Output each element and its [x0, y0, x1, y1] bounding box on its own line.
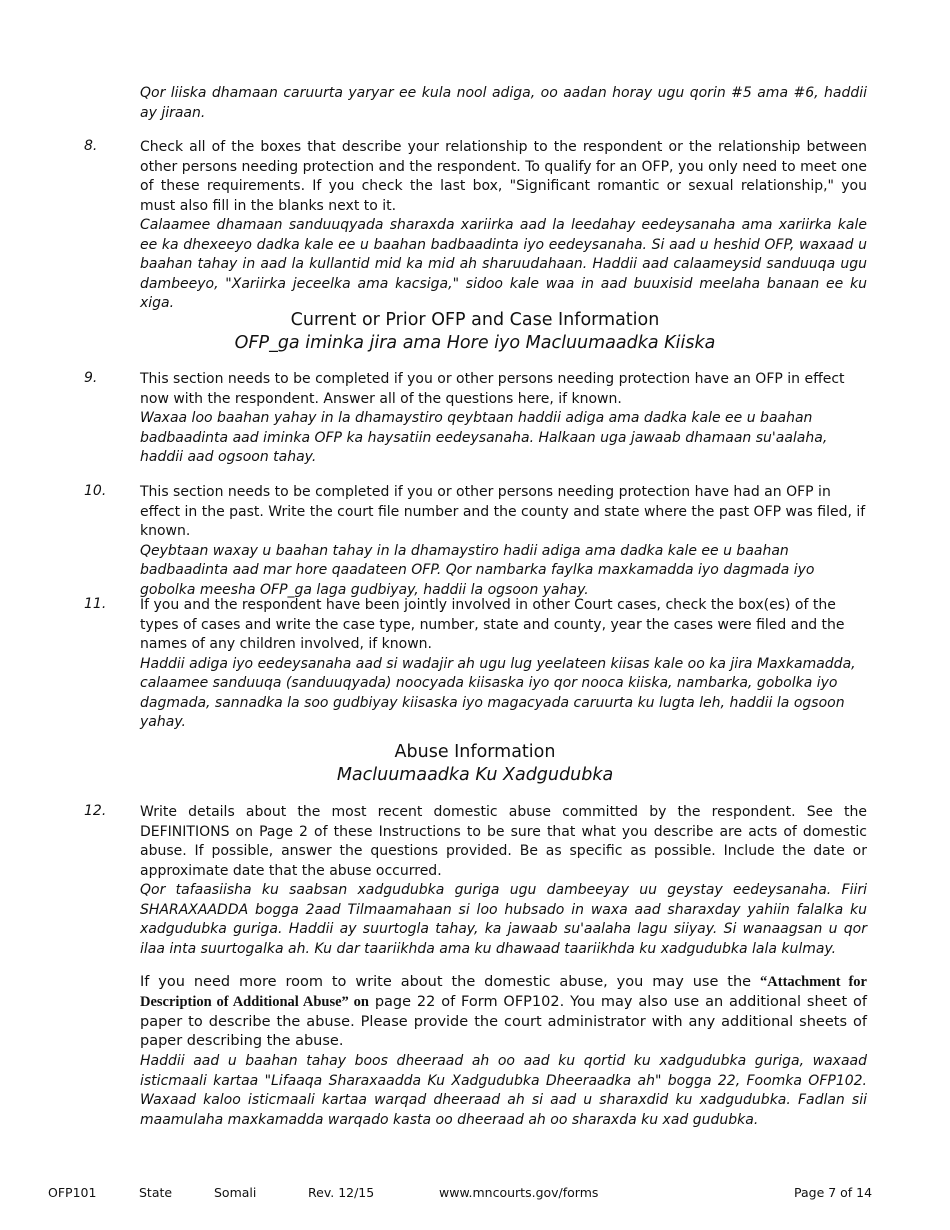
somali-text: Calaamee dhamaan sanduuqyada sharaxda xariirka aad la leedahay eedeysanaha ama xariirka kale ee ka dhexeeyo dadka kale ee u baahan badbaadinta iyo eedeysanaha. Si aad u heshid OFP, waxaad u baahan tahay in aad la kullantid mid ka mid ah sharuudahaan. Haddii aad calaameysid sanduuqa ugu dambeeyo, "Xariirka jeceelka ama kacsiga," sidoo kale waa in aad buuxisid meelaha banaan ee ku xiga. [140, 217, 867, 311]
english-text: Write details about the most recent domestic abuse committed by the respondent. See the DEFINITIONS on Page 2 of these Instructions to be sure that what you describe are acts of domestic abuse. If possible, answer the questions provided. Be as specific as possible. Include the date or approximate date that the abuse occurred. [140, 804, 867, 879]
footer-language: Somali [214, 1185, 257, 1200]
item-body [140, 138, 867, 314]
heading-somali: OFP_ga iminka jira ama Hore iyo Macluumaadka Kiiska [234, 333, 716, 353]
english-text: If you and the respondent have been jointly involved in other Court cases, check the box(es) of the types of cases and write the case type, number, state and county, year the cases were filed and the names of any children involved, if known. [140, 597, 845, 652]
footer-page-number: Page 7 of 14 [794, 1185, 873, 1200]
english-text: This section needs to be completed if you or other persons needing protection have an OFP in effect now with the respondent. Answer all of the questions here, if known. [140, 371, 845, 407]
item-number: 12. [84, 803, 107, 819]
section-heading-abuse-info [0, 741, 950, 787]
english-text-end: page 22 of Form OFP102. You may also use an additional sheet of paper to describe the abuse. Please provide the court administrator with any additional sheets of paper describing the abuse. [140, 993, 867, 1050]
heading-english: Abuse Information [394, 742, 556, 762]
somali-text: Qor tafaasiisha ku saabsan xadgudubka guriga ugu dambeeyay uu geystay eedeysanaha. Fiiri SHARAXAADDA bogga 2aad Tilmaamahaan si loo hubsado in waxa aad sharaxday yahiin falalka ku xadgudubka guriga. Haddii ay suurtogla tahay, ka jawaab su'aalaha lagu siiyay. Si wanaagsan u qor ilaa inta suurtogalka ah. Ku dar taariikhda ama ku dhawaad taariikhda ku xadgudubka lala kulmay. [140, 882, 867, 957]
additional-room-paragraph [140, 973, 867, 1130]
somali-text: Haddii aad u baahan tahay boos dheeraad ah oo aad ku qortid ku xadgudubka guriga, waxaad isticmaali kartaa "Lifaaqa Sharaxaadda Ku Xadgudubka Dheeraadka ah" bogga 22, Foomka OFP102. Waxaad kaloo isticmaali kartaa warqad dheeraad ah si aad u sharaxdid ku xadgudubka. Fadlan sii maamulaha maxkamadda warqado kasta oo dheeraad ah oo sharaxda ku xad gudubka. [140, 1053, 867, 1128]
item-body [140, 596, 867, 733]
continued-somali-text: Qor liiska dhamaan caruurta yaryar ee kula nool adiga, oo aadan horay ugu qorin #5 ama #6, haddii ay jiraan. [140, 85, 867, 121]
item-body [140, 803, 867, 959]
somali-text: Waxaa loo baahan yahay in la dhamaystiro qeybtaan haddii adiga ama dadka kale ee u baahan badbaadinta aad iminka OFP ka haysatiin eedeysanaha. Halkaan uga jawaab dhamaan su'aalaha, haddii aad ogsoon tahay. [140, 410, 828, 465]
heading-english: Current or Prior OFP and Case Information [290, 310, 660, 330]
english-text-start: If you need more room to write about the domestic abuse, you may use the [140, 974, 761, 990]
attachment-reference: “Attachment for Description of Additional Abuse” on [140, 974, 867, 1010]
item-number: 11. [84, 596, 107, 612]
english-text: This section needs to be completed if you or other persons needing protection have had an OFP in effect in the past. Write the court file number and the county and state where the past OFP was filed, if known. [140, 484, 866, 539]
somali-text: Qeybtaan waxay u baahan tahay in la dhamaystiro hadii adiga ama dadka kale ee u baahan badbaadinta aad mar hore qaadateen OFP. Qor nambarka faylka maxkamadda iyo dagmada iyo gobolka meesha OFP_ga laga gudbiyay, haddii la ogsoon yahay. [140, 542, 815, 598]
footer-state: State [139, 1185, 173, 1200]
page-footer [0, 1185, 950, 1203]
item-number: 8. [84, 138, 98, 154]
english-text: Check all of the boxes that describe your relationship to the respondent or the relationship between other persons needing protection and the respondent. To qualify for an OFP, you only need to meet one of these requirements. If you check the last box, "Significant romantic or sexual relationship," you must also fill in the blanks next to it. [140, 139, 867, 214]
footer-revision: Rev. 12/15 [308, 1185, 375, 1200]
item-number: 10. [84, 483, 107, 499]
item-body [140, 370, 867, 468]
somali-text: Haddii adiga iyo eedeysanaha aad si wadajir ah ugu lug yeelateen kiisas kale oo ka jira Maxkamadda, calaamee sanduuqa (sanduuqyada) noocyada kiisaska iyo qor nooca kiiska, nambarka, gobolka iyo dagmada, sannadka la soo gudbiyay kiisaska iyo magacyada caruurta ku lugta leh, haddii la ogsoon yahay. [140, 655, 856, 730]
item-body [140, 483, 867, 600]
heading-somali: Macluumaadka Ku Xadgudubka [336, 765, 614, 785]
section-heading-ofp-case-info [0, 309, 950, 355]
english-text [140, 973, 867, 1052]
footer-url: www.mncourts.gov/forms [439, 1185, 599, 1200]
footer-form-number: OFP101 [48, 1185, 97, 1200]
item-number: 9. [84, 370, 98, 386]
